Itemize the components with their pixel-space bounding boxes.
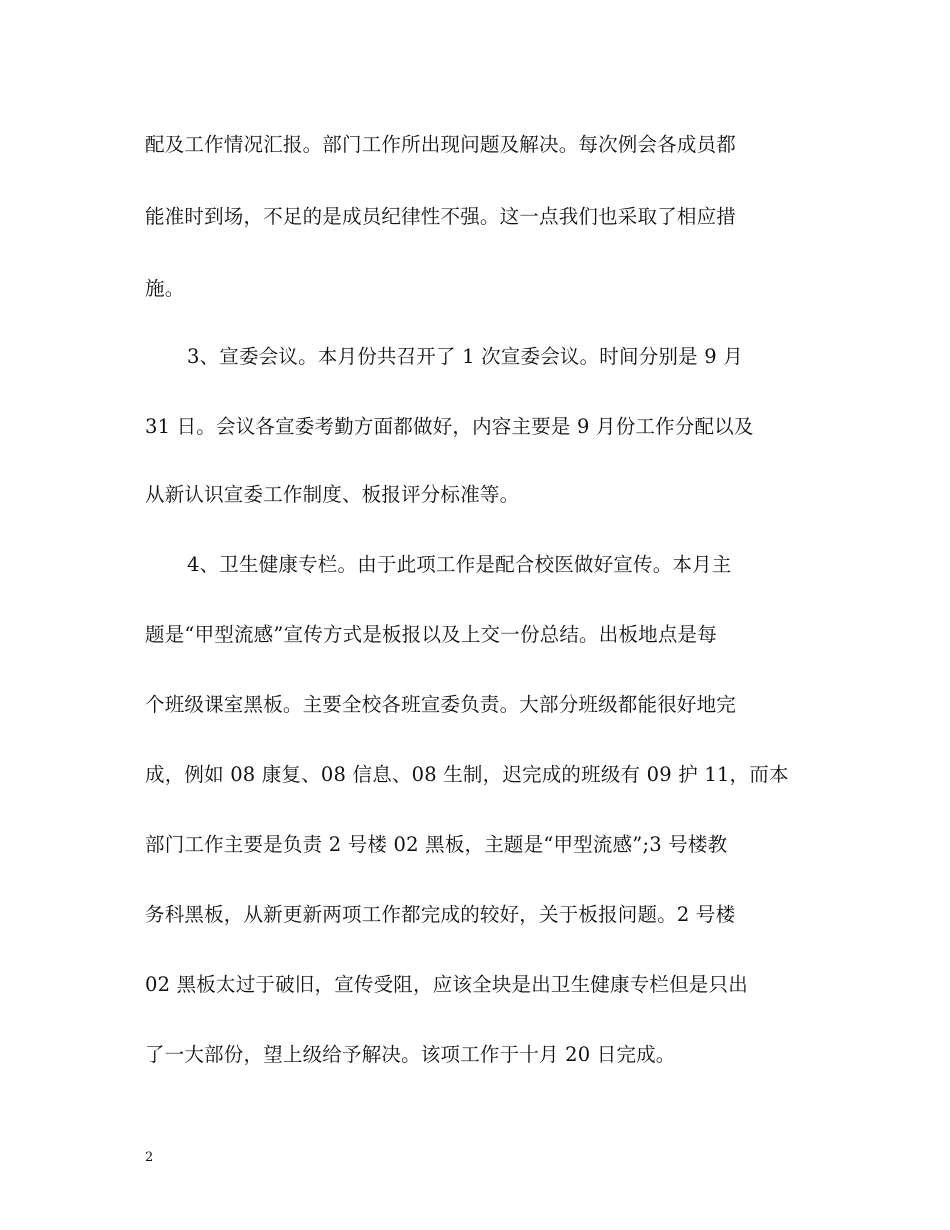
text-line: 成，例如 08 康复、08 信息、08 生制，迟完成的班级有 09 护 11，而本	[145, 763, 789, 786]
text-line: 个班级课室黑板。主要全校各班宣委负责。大部分班级都能很好地完	[145, 693, 737, 716]
text-line: 4、卫生健康专栏。由于此项工作是配合校医做好宣传。本月主	[187, 553, 732, 576]
text-line: 务科黑板，从新更新两项工作都完成的较好，关于板报问题。2 号楼	[145, 903, 736, 926]
text-line: 了一大部份，望上级给予解决。该项工作于十月 20 日完成。	[145, 1043, 676, 1066]
text-line: 02 黑板太过于破旧，宣传受阻，应该全块是出卫生健康专栏但是只出	[145, 973, 748, 996]
text-line: 能准时到场，不足的是成员纪律性不强。这一点我们也采取了相应措	[145, 205, 737, 228]
text-line: 题是“甲型流感”宣传方式是板报以及上交一份总结。出板地点是每	[145, 623, 717, 646]
text-line: 3、宣委会议。本月份共召开了 1 次宣委会议。时间分别是 9 月	[187, 345, 743, 368]
page-number: 2	[145, 1150, 154, 1165]
text-line: 配及工作情况汇报。部门工作所出现问题及解决。每次例会各成员都	[145, 133, 737, 156]
text-line: 部门工作主要是负责 2 号楼 02 黑板，主题是“甲型流感”;3 号楼教	[145, 833, 728, 856]
text-line: 31 日。会议各宣委考勤方面都做好，内容主要是 9 月份工作分配以及	[145, 415, 754, 438]
text-line: 从新认识宣委工作制度、板报评分标准等。	[145, 483, 520, 506]
text-line: 施。	[145, 277, 185, 300]
